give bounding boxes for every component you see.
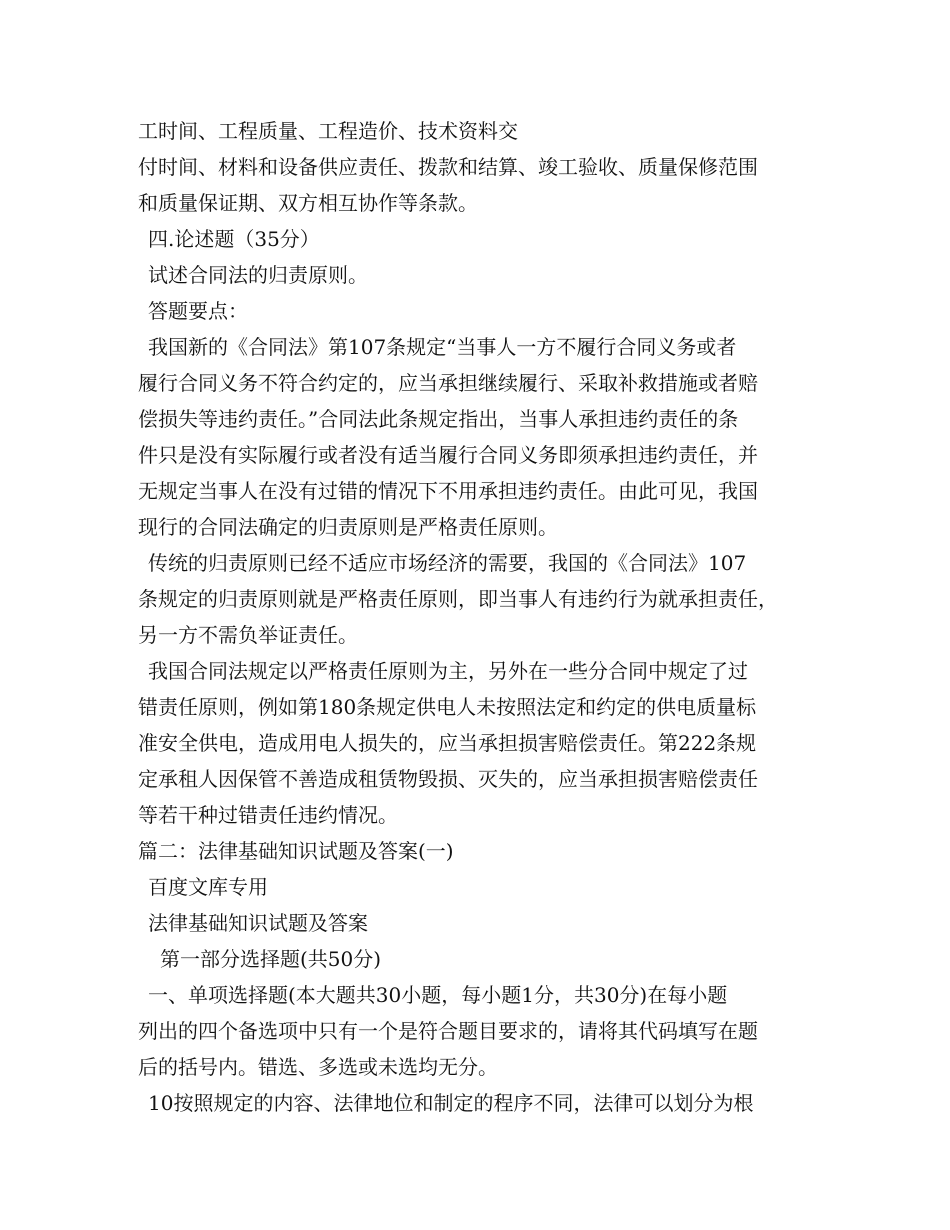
text-line: 百度文库专用 — [148, 875, 268, 899]
text-line: 错责任原则，例如第180条规定供电人未按照法定和约定的供电质量标 — [138, 695, 757, 719]
question-line: 试述合同法的归责原则。 — [148, 263, 368, 287]
text-line: 和质量保证期、双方相互协作等条款。 — [138, 191, 478, 215]
text-line: 条规定的归责原则就是严格责任原则，即当事人有违约行为就承担责任， — [138, 587, 778, 611]
text-line: 10按照规定的内容、法律地位和制定的程序不同，法律可以划分为根 — [148, 1091, 754, 1115]
text-line: 工时间、工程质量、工程造价、技术资料交 — [138, 119, 518, 143]
text-line: 传统的归责原则已经不适应市场经济的需要，我国的《合同法》107 — [148, 551, 747, 575]
text-line: 定承租人因保管不善造成租赁物毁损、灭失的，应当承担损害赔偿责任 — [138, 767, 758, 791]
text-line: 另一方不需负举证责任。 — [138, 623, 358, 647]
document-title: 法律基础知识试题及答案 — [148, 911, 368, 935]
section-heading: 四.论述题（35分） — [148, 227, 320, 251]
text-line: 件只是没有实际履行或者没有适当履行合同义务即须承担违约责任，并 — [138, 443, 758, 467]
text-line: 履行合同义务不符合约定的，应当承担继续履行、采取补救措施或者赔 — [138, 371, 758, 395]
text-line: 现行的合同法确定的归责原则是严格责任原则。 — [138, 515, 558, 539]
part-heading: 第一部分选择题(共50分) — [160, 947, 382, 971]
text-line: 我国新的《合同法》第107条规定“当事人一方不履行合同义务或者 — [148, 335, 737, 359]
chapter-heading: 篇二：法律基础知识试题及答案(一) — [138, 839, 454, 863]
document-body — [138, 113, 828, 1121]
text-line: 等若干种过错责任违约情况。 — [138, 803, 398, 827]
text-line: 我国合同法规定以严格责任原则为主，另外在一些分合同中规定了过 — [148, 659, 748, 683]
text-line: 无规定当事人在没有过错的情况下不用承担违约责任。由此可见，我国 — [138, 479, 758, 503]
text-line: 准安全供电，造成用电人损失的，应当承担损害赔偿责任。第222条规 — [138, 731, 757, 755]
text-line: 偿损失等违约责任。”合同法此条规定指出，当事人承担违约责任的条 — [138, 407, 739, 431]
text-line: 一、单项选择题(本大题共30小题，每小题1分，共30分)在每小题 — [148, 983, 728, 1007]
text-line: 后的括号内。错选、多选或未选均无分。 — [138, 1055, 498, 1079]
answer-label: 答题要点： — [148, 299, 248, 323]
text-line: 列出的四个备选项中只有一个是符合题目要求的，请将其代码填写在题 — [138, 1019, 758, 1043]
text-line: 付时间、材料和设备供应责任、拨款和结算、竣工验收、质量保修范围 — [138, 155, 758, 179]
